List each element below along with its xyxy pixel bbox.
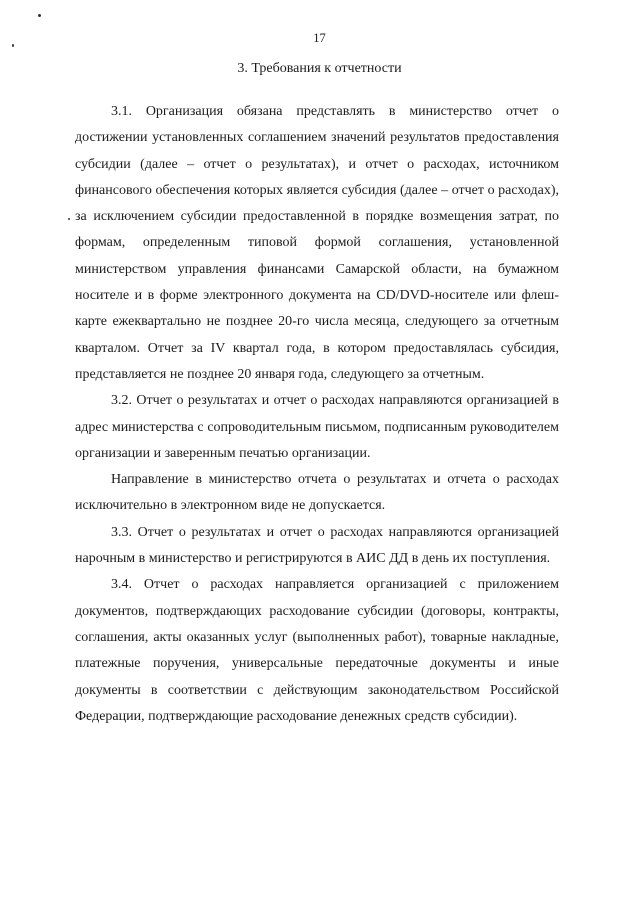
document-body bbox=[75, 99, 559, 730]
paragraph-3-2: 3.2. Отчет о результатах и отчет о расходах направляются организацией в адрес министерства с сопроводительным письмом, подписанным руководителем организации и заверенным печатью организации. bbox=[75, 393, 559, 461]
paragraph-3-4: 3.4. Отчет о расходах направляется организацией с приложением документов, подтверждающих расходование субсидии (договоры, контракты, соглашения, акты оказанных услуг (выполненных работ), товарные накладные, платежные поручения, универсальные передаточные документы и иные документы в соответствии с действующим законодательством Российской Федерации, подтверждающие расходование денежных средств субсидии). bbox=[75, 577, 559, 724]
section-title: 3. Требования к отчетности bbox=[237, 61, 402, 76]
scan-speck bbox=[38, 14, 41, 17]
paragraph-3-3: 3.3. Отчет о результатах и отчет о расходах направляются организацией нарочным в министерство и регистрируются в АИС ДД в день их поступления. bbox=[75, 524, 559, 567]
page-number: 17 bbox=[313, 31, 326, 45]
paragraph-3-2-note: Направление в министерство отчета о результатах и отчета о расходах исключительно в электронном виде не допускается. bbox=[75, 472, 559, 514]
scan-speck bbox=[68, 218, 70, 220]
paragraph-3-1: 3.1. Организация обязана представлять в министерство отчет о достижении установленных соглашением значений результатов предоставления субсидии (далее – отчет о результатах), и отчет о расходах, источником финансового обеспечения которых является субсидия (далее – отчет о расходах), за исключением субсидии предоставленной в порядке возмещения затрат, по формам, определенным типовой формой соглашения, установленной министерством управления финансами Самарской области, на бумажном носителе и в форме электронного документа на CD/DVD-носителе или флеш-карте ежеквартально не позднее 20-го числа месяца, следующего за отчетным кварталом. Отчет за IV квартал года, в котором предоставлялась субсидия, представляется не позднее 20 января года, следующего за отчетным. bbox=[75, 104, 559, 382]
scan-speck bbox=[12, 44, 14, 47]
